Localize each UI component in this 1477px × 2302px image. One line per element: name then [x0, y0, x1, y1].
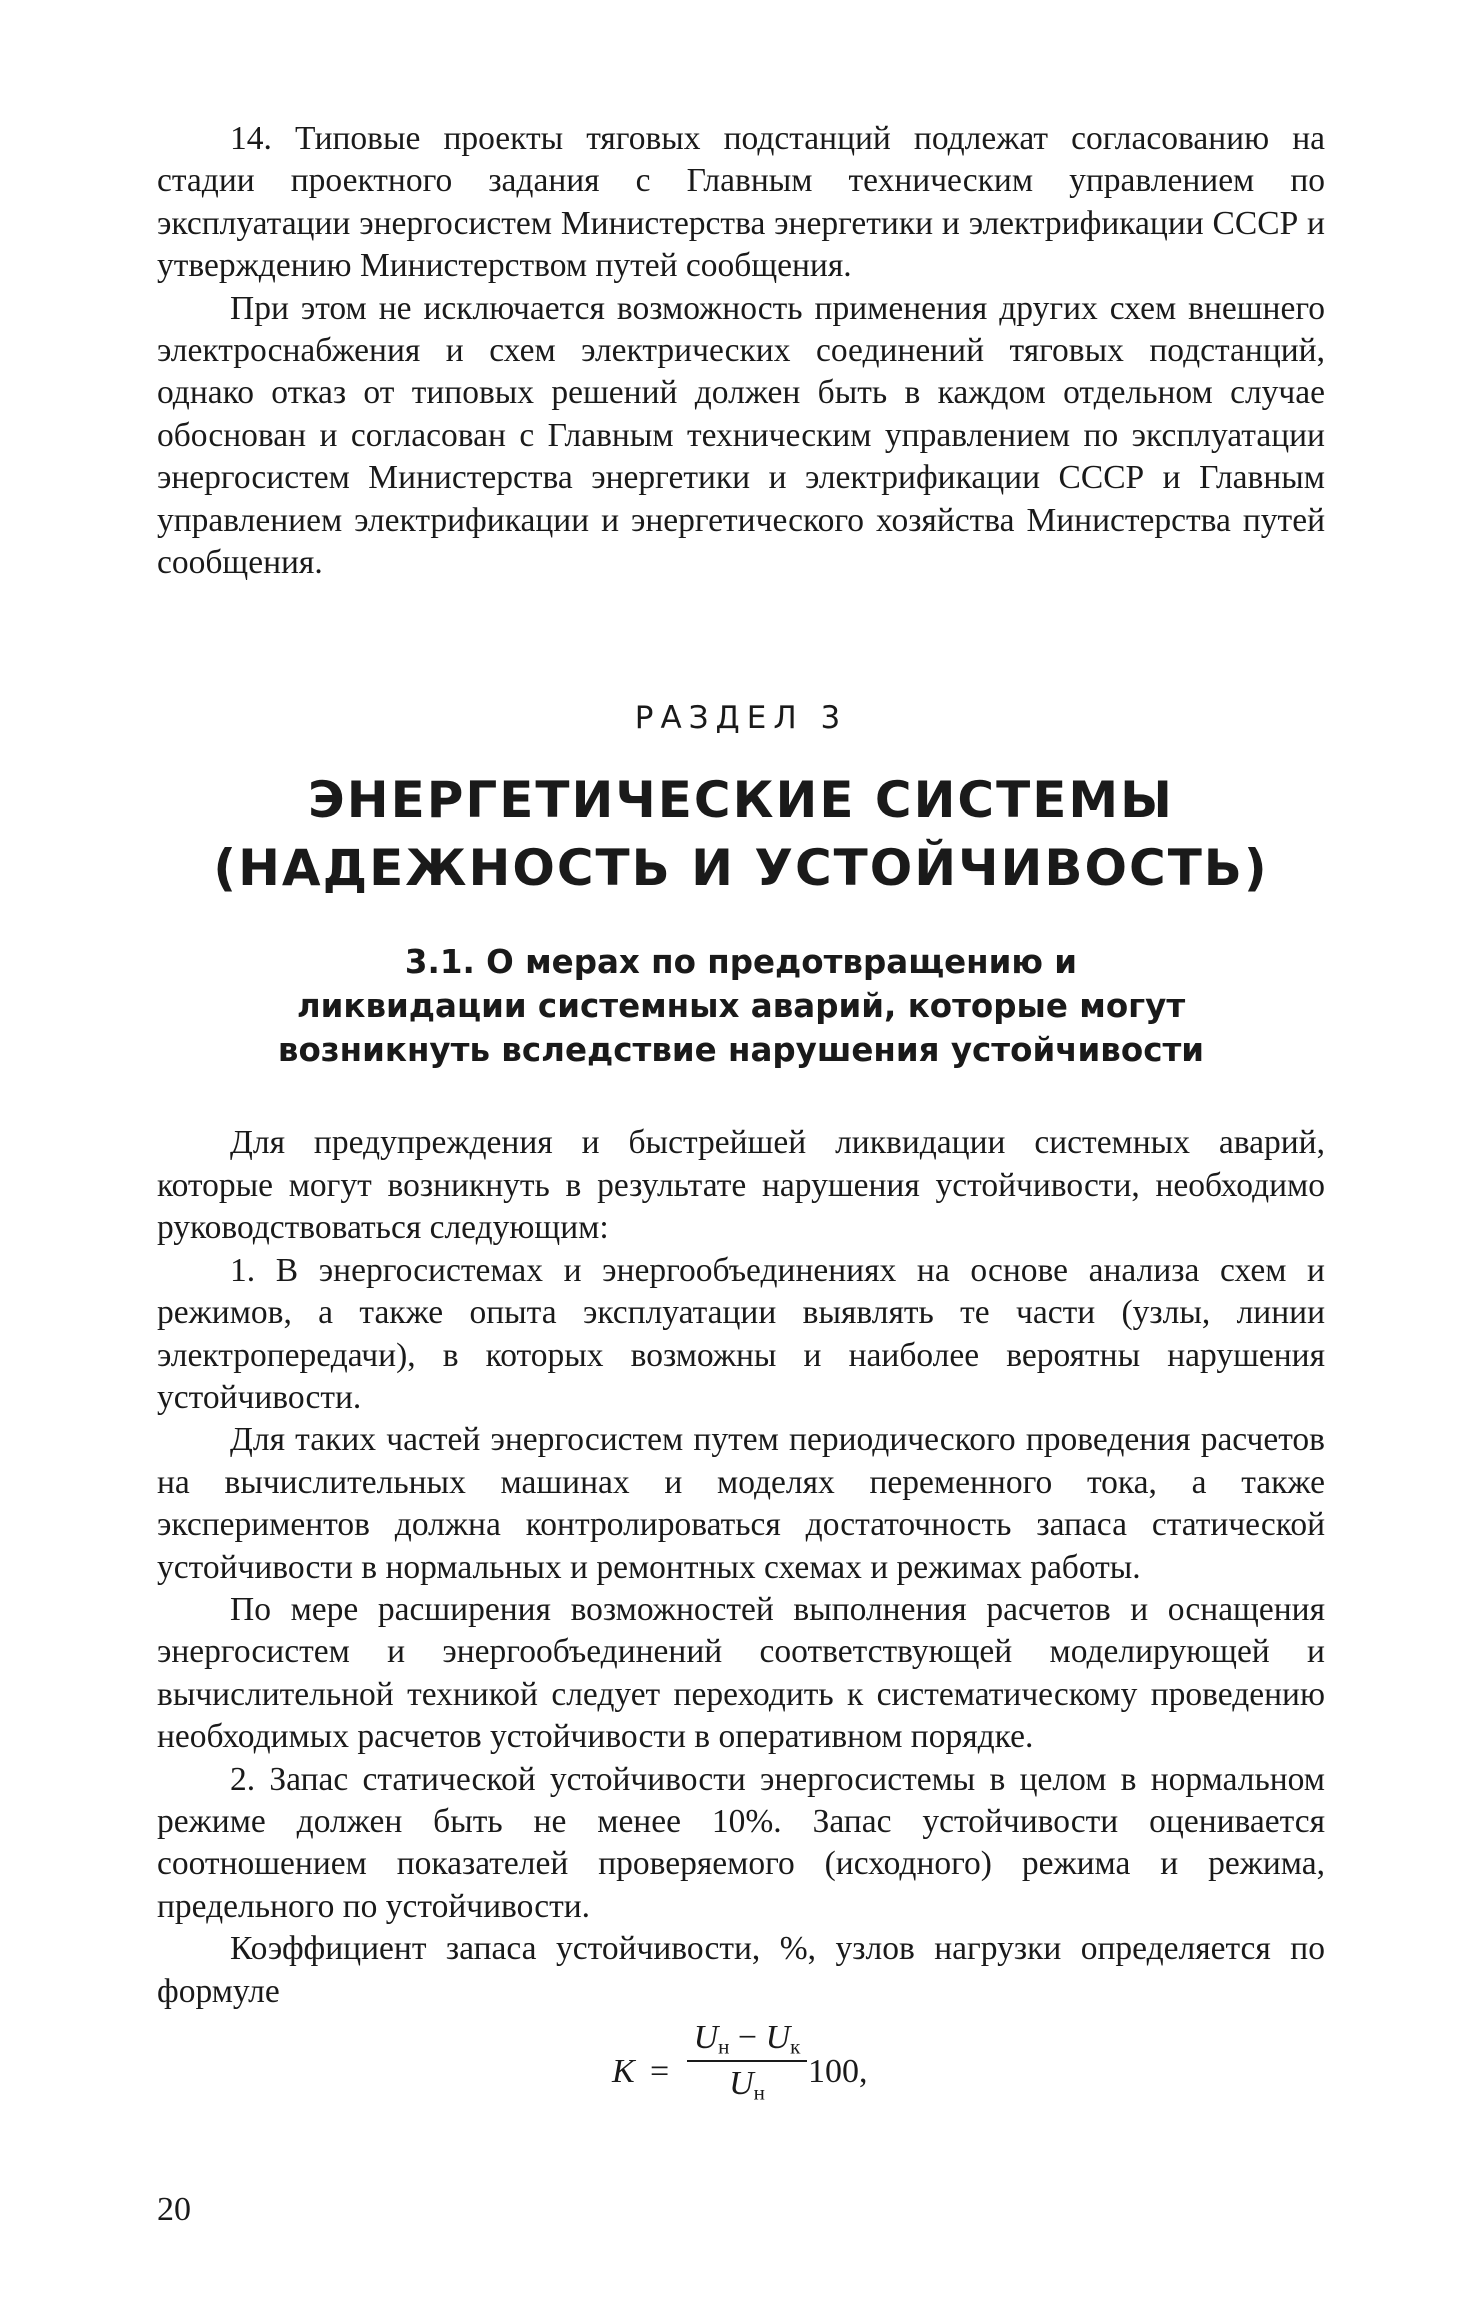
formula-denominator: $U_н$ [729, 2065, 765, 2105]
paragraph-exception: При этом не исключается возможность применения других схем внешнего электроснабжения и схем электрических соединений тяговых подстанций, однако отказ от типовых решений должен быть в каждом отдельном случае обоснован и согласован с Главным техническим управлением по эксплуатации энергосистем Министерства энергетики и электрификации СССР и Главным управлением электрификации и энергетического хозяйства Министерства путей сообщения. [157, 289, 1325, 582]
subsection-title-line2: ликвидации системных аварий, которые могут [296, 987, 1186, 1026]
body-paragraph-1: Для предупреждения и быстрейшей ликвидации системных аварий, которые могут возникнуть в результате нарушения устойчивости, необходимо руководствоваться следующим: [157, 1124, 1325, 1247]
subsection-title-line3: возникнуть вследствие нарушения устойчивости [277, 1031, 1205, 1070]
body-paragraph-5: 2. Запас статической устойчивости энергосистемы в целом в нормальном режиме должен быть не менее 10%. Запас устойчивости оценивается соотношением показателей проверяемого (исходного) режима и режима, предельного по устойчивости. [157, 1760, 1325, 1925]
formula-fraction [687, 2018, 807, 2104]
body-paragraph-2: 1. В энергосистемах и энергообъединениях на основе анализа схем и режимов, а также опыта эксплуатации выявлять те части (узлы, линии электропередачи), в которых возможны и наиболее вероятны нарушения устойчивости. [157, 1251, 1325, 1416]
page-number: 20 [157, 2191, 191, 2228]
stability-formula [612, 2018, 912, 2118]
page-content [157, 118, 1325, 2013]
formula-multiplier: 100, [808, 2053, 868, 2090]
body-paragraph-4: По мере расширения возможностей выполнения расчетов и оснащения энергосистем и энергообъединений соответствующей моделирующей и вычислительной техникой следует переходить к систематическому проведению необходимых расчетов устойчивости в оперативном порядке. [157, 1590, 1325, 1756]
formula-equals: = [650, 2053, 670, 2090]
body-paragraph-3: Для таких частей энергосистем путем периодического проведения расчетов на вычислительных машинах и моделях переменного тока, а также экспериментов должна контролироваться достаточность запаса статической устойчивости в нормальных и ремонтных схемах и режимах работы. [157, 1421, 1325, 1586]
body-paragraph-6: Коэффициент запаса устойчивости, %, узлов нагрузки определяется по формуле [157, 1930, 1325, 2010]
paragraph-14: 14. Типовые проекты тяговых подстанций подлежат согласованию на стадии проектного задания с Главным техническим управлением по эксплуатации энергосистем Министерства энергетики и электрификации СССР и утверждению Министерством путей сообщения. [157, 120, 1325, 285]
formula-lhs: K [612, 2053, 635, 2090]
section-title-line2: (НАДЕЖНОСТЬ И УСТОЙЧИВОСТЬ) [213, 839, 1269, 898]
section-label: РАЗДЕЛ 3 [634, 700, 848, 737]
formula-numerator: $U_н - U_к$ [693, 2019, 801, 2059]
subsection-title-line1: 3.1. О мерах по предотвращению и [404, 943, 1078, 982]
section-title-line1: ЭНЕРГЕТИЧЕСКИЕ СИСТЕМЫ [308, 771, 1174, 830]
fraction-bar [687, 2060, 807, 2062]
